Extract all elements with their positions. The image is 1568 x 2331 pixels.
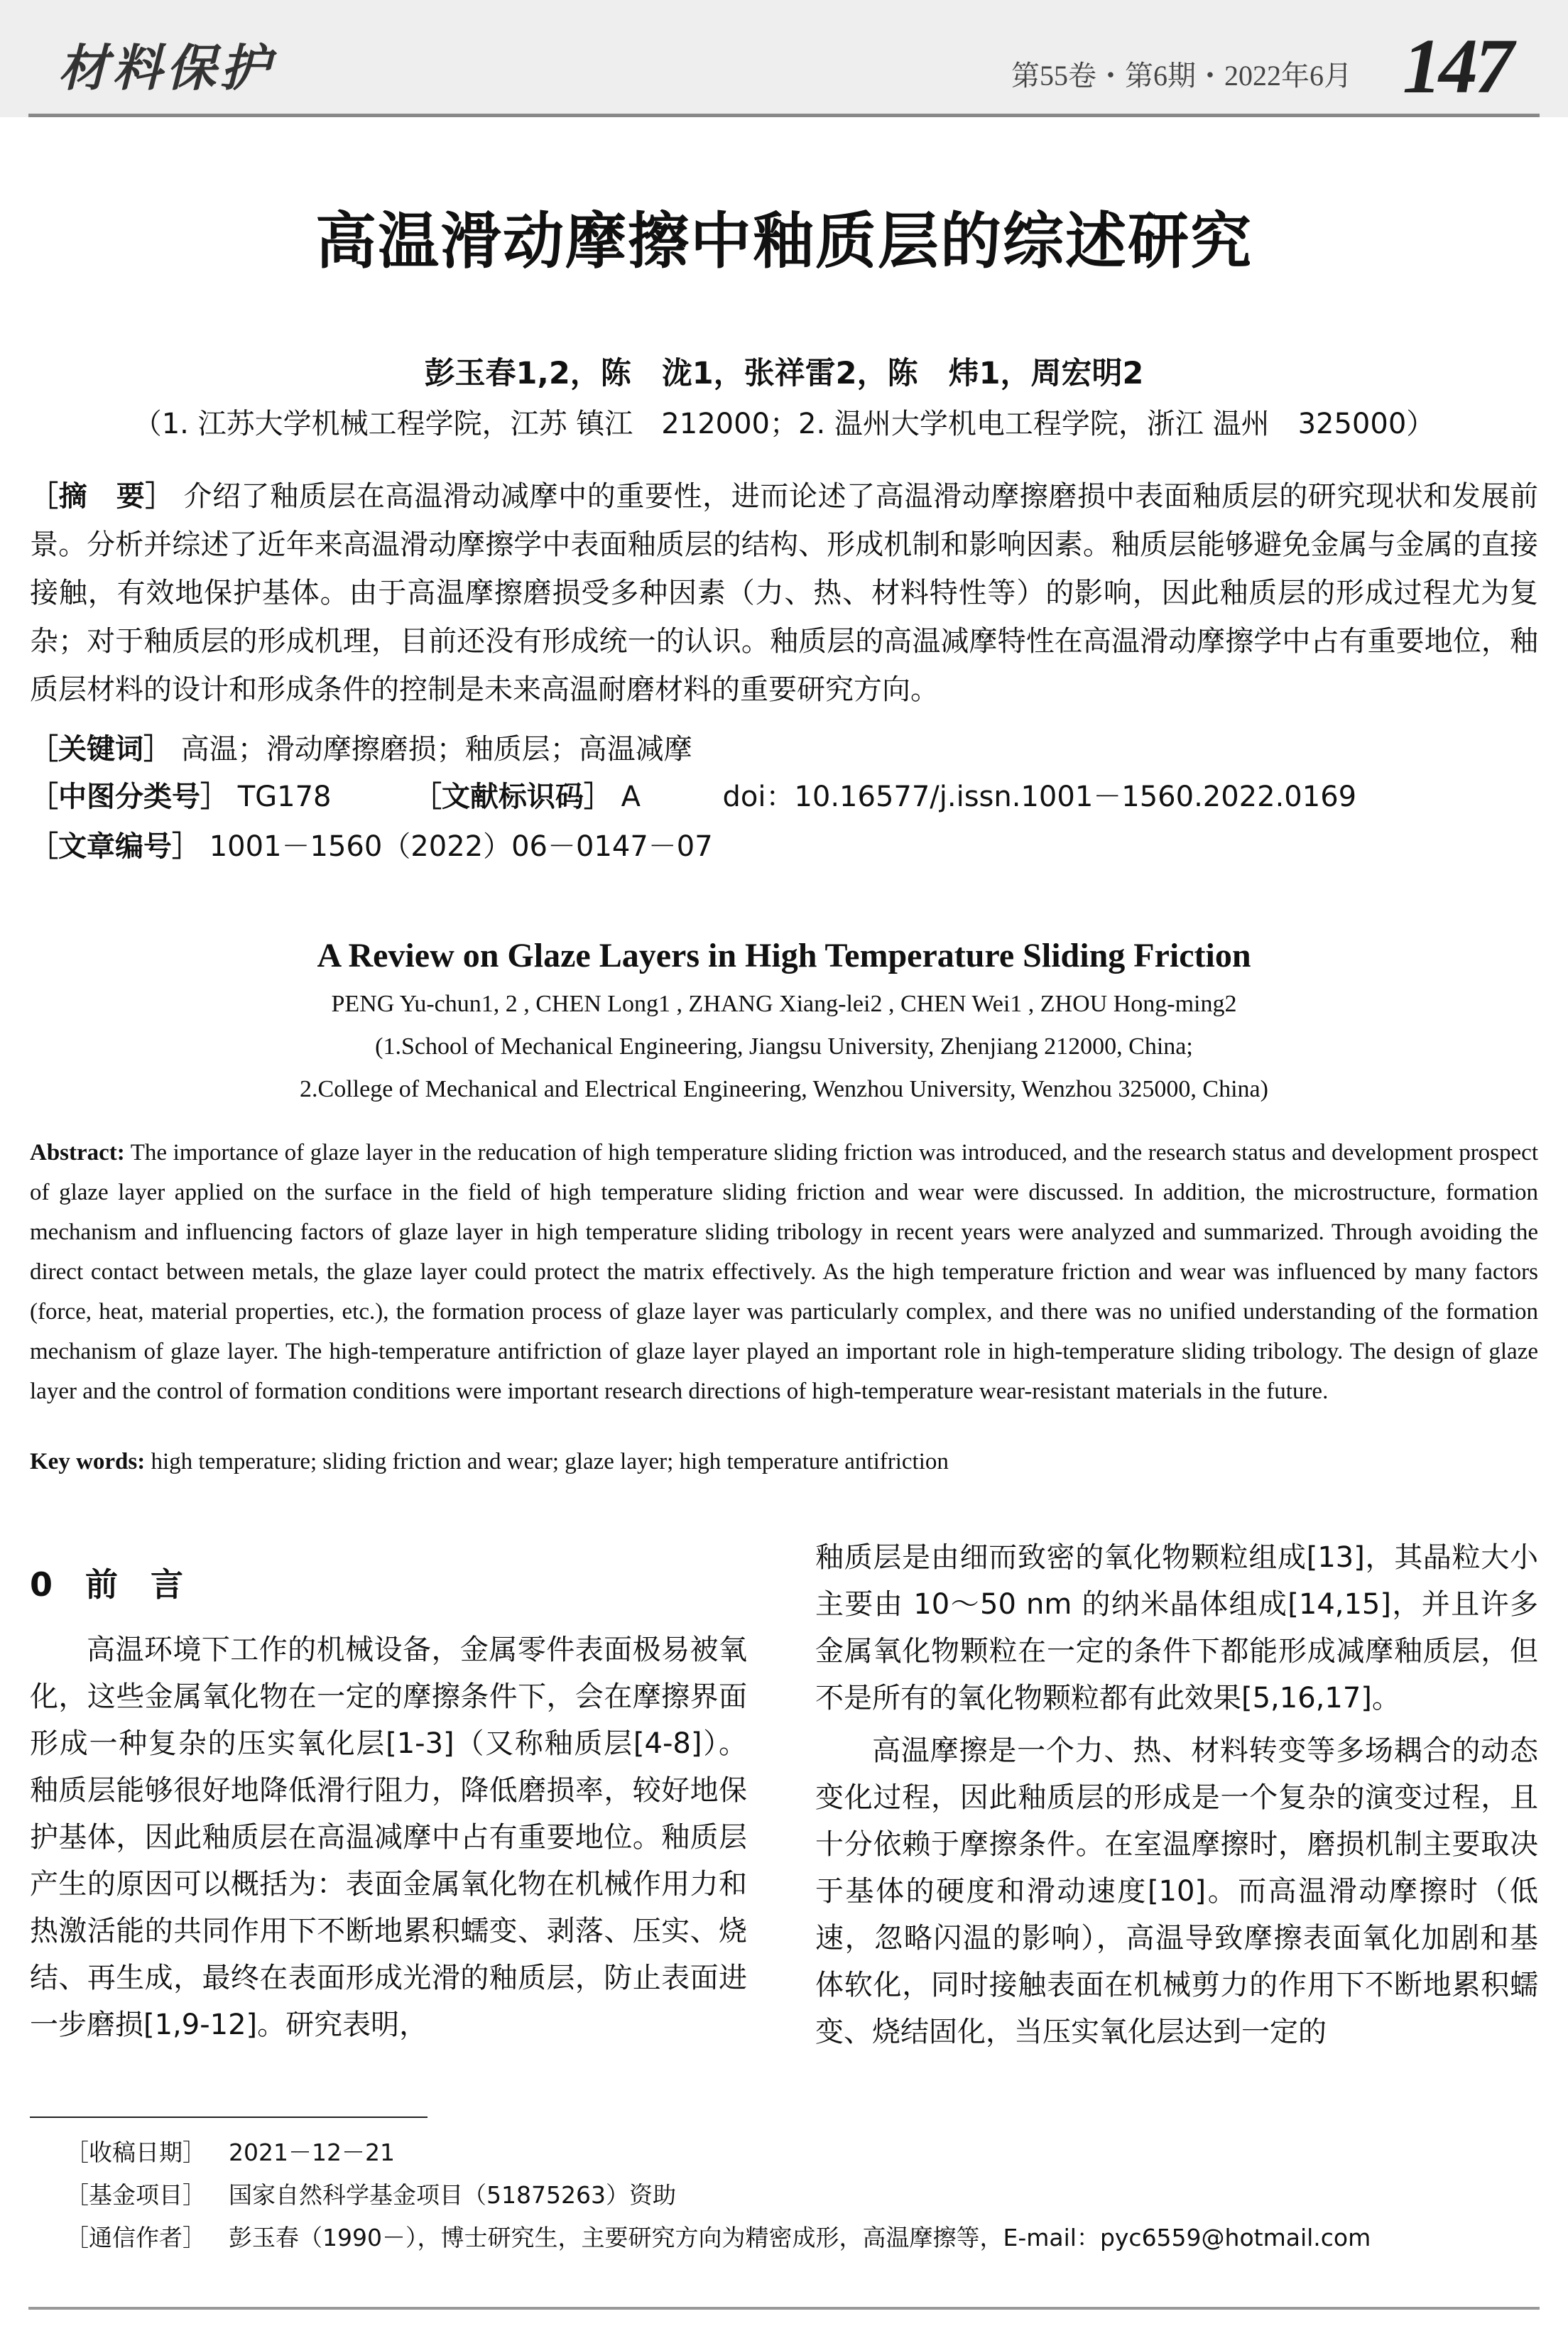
english-keywords-label: Key words: xyxy=(30,1449,146,1474)
abstract-text: 介绍了釉质层在高温滑动减摩中的重要性，进而论述了高温滑动摩擦磨损中表面釉质层的研究现状和发展前景。分析并综述了近年来高温滑动摩擦学中表面釉质层的结构、形成机制和影响因素。釉质层能够避免金属与金属的直接接触，有效地保护基体。由于高温摩擦磨损受多种因素（力、热、材料特性等）的影响，因此釉质层的形成过程尤为复杂；对于釉质层的形成机理，目前还没有形成统一的认识。釉质层的高温减摩特性在高温滑动摩擦学中占有重要地位，釉质层材料的设计和形成条件的控制是未来高温耐磨材料的重要研究方向。 xyxy=(30,480,1539,706)
right-paragraph-1: 釉质层是由细而致密的氧化物颗粒组成[13]，其晶粒大小主要由 10～50 nm 的纳米晶体组成[14,15]，并且许多金属氧化物颗粒在一定的条件下都能形成减摩釉质层，但不是所有的氧化物颗粒都有此效果[5,16,17]。 xyxy=(815,1541,1538,1715)
clc-value: TG178 xyxy=(237,781,332,813)
classification-line xyxy=(30,774,1356,815)
article-number-value: 1001－1560（2022）06－0147－07 xyxy=(209,830,713,863)
doc-code-value: A xyxy=(621,781,641,813)
chinese-title: 高温滑动摩擦中釉质层的综述研究 xyxy=(315,206,1253,277)
english-abstract-text: The importance of glaze layer in the reducation of high temperature sliding friction was introduced, and the research status and development prospect of glaze layer applied on the surface in the field of high temperature sliding friction and wear were discussed. In addition, the microstructure, formation mechanism and influencing factors of glaze layer in high temperature sliding tribology in recent years were analyzed and summarized. Through avoiding the direct contact between metals, the glaze layer could protect the matrix effectively. As the high temperature friction and wear was influenced by many factors (force, heat, material properties, etc.), the formation process of glaze layer was particularly complex, and there was no unified understanding of the formation mechanism of glaze layer. The high-temperature antifriction of glaze layer played an important role in high-temperature sliding tribology. The design of glaze layer and the control of formation conditions were important research directions of high-temperature wear-resistant materials in the future. xyxy=(30,1140,1538,1404)
chinese-abstract xyxy=(30,472,1538,714)
left-column xyxy=(30,1626,747,2048)
clc-label: ［中图分类号］ xyxy=(30,781,229,813)
keywords-label: ［关键词］ xyxy=(30,733,172,766)
footnote-label: ［通信作者］ xyxy=(65,2224,206,2251)
footnote-received xyxy=(65,2134,395,2168)
doc-code-label: ［文献标识码］ xyxy=(413,781,612,813)
footnote-rule xyxy=(30,2117,428,2118)
issue-info: 第55卷・第6期・2022年6月 xyxy=(1011,60,1352,92)
english-abstract xyxy=(30,1133,1538,1411)
doi: doi：10.16577/j.issn.1001－1560.2022.0169 xyxy=(722,781,1357,813)
footnote-funding xyxy=(65,2177,676,2210)
chinese-affiliations: （1. 江苏大学机械工程学院，江苏 镇江 212000；2. 温州大学机电工程学院，浙江 温州 325000） xyxy=(133,408,1435,440)
article-number-line xyxy=(30,824,713,864)
section-heading: 0 前 言 xyxy=(30,1565,184,1604)
english-affiliation-1: (1.School of Mechanical Engineering, Jiangsu University, Zhenjiang 212000, China; xyxy=(375,1033,1193,1060)
journal-logo: 材料保护 xyxy=(58,38,274,97)
footnote-value: 国家自然科学基金项目（51875263）资助 xyxy=(229,2181,676,2209)
footnote-label: ［收稿日期］ xyxy=(65,2139,206,2166)
footnote-value: 2021－12－21 xyxy=(229,2139,395,2166)
footnote-corresponding xyxy=(65,2219,1371,2253)
english-authors: PENG Yu-chun1, 2 , CHEN Long1 , ZHANG Xiang-lei2 , CHEN Wei1 , ZHOU Hong-ming2 xyxy=(331,991,1237,1017)
english-title: A Review on Glaze Layers in High Temperature Sliding Friction xyxy=(317,937,1251,974)
footnote-label: ［基金项目］ xyxy=(65,2181,206,2209)
english-keywords xyxy=(30,1449,1538,1475)
english-abstract-label: Abstract: xyxy=(30,1140,125,1166)
right-column xyxy=(815,1534,1538,2055)
article-number-label: ［文章编号］ xyxy=(30,830,200,863)
page-number: 147 xyxy=(1403,23,1511,109)
keywords-text: 高温；滑动摩擦磨损；釉质层；高温减摩 xyxy=(180,733,692,766)
header-rule xyxy=(28,114,1540,117)
left-paragraph: 高温环境下工作的机械设备，金属零件表面极易被氧化，这些金属氧化物在一定的摩擦条件下，会在摩擦界面形成一种复杂的压实氧化层[1-3]（又称釉质层[4-8]）。釉质层能够很好地降低滑行阻力，降低磨损率，较好地保护基体，因此釉质层在高温减摩中占有重要地位。釉质层产生的原因可以概括为：表面金属氧化物在机械作用力和热激活能的共同作用下不断地累积蠕变、剥落、压实、烧结、再生成，最终在表面形成光滑的釉质层，防止表面进一步磨损[1,9-12]。研究表明， xyxy=(30,1634,747,2041)
english-keywords-text: high temperature; sliding friction and wear; glaze layer; high temperature antifriction xyxy=(151,1449,949,1474)
english-affiliation-2: 2.College of Mechanical and Electrical Engineering, Wenzhou University, Wenzhou 325000, China) xyxy=(300,1076,1268,1102)
chinese-keywords xyxy=(30,727,692,767)
abstract-label: ［摘 要］ xyxy=(30,480,175,513)
right-paragraph-2: 高温摩擦是一个力、热、材料转变等多场耦合的动态变化过程，因此釉质层的形成是一个复杂的演变过程，且十分依赖于摩擦条件。在室温摩擦时，磨损机制主要取决于基体的硬度和滑动速度[10]。而高温滑动摩擦时（低速，忽略闪温的影响），高温导致摩擦表面氧化加剧和基体软化，同时接触表面在机械剪力的作用下不断地累积蠕变、烧结固化，当压实氧化层达到一定的 xyxy=(815,1734,1538,2048)
footnote-value: 彭玉春（1990－），博士研究生，主要研究方向为精密成形，高温摩擦等，E-mail：pyc6559@hotmail.com xyxy=(229,2224,1371,2251)
bottom-rule xyxy=(28,2307,1540,2310)
chinese-authors: 彭玉春1,2，陈 泷1，张祥雷2，陈 炜1，周宏明2 xyxy=(424,356,1144,391)
